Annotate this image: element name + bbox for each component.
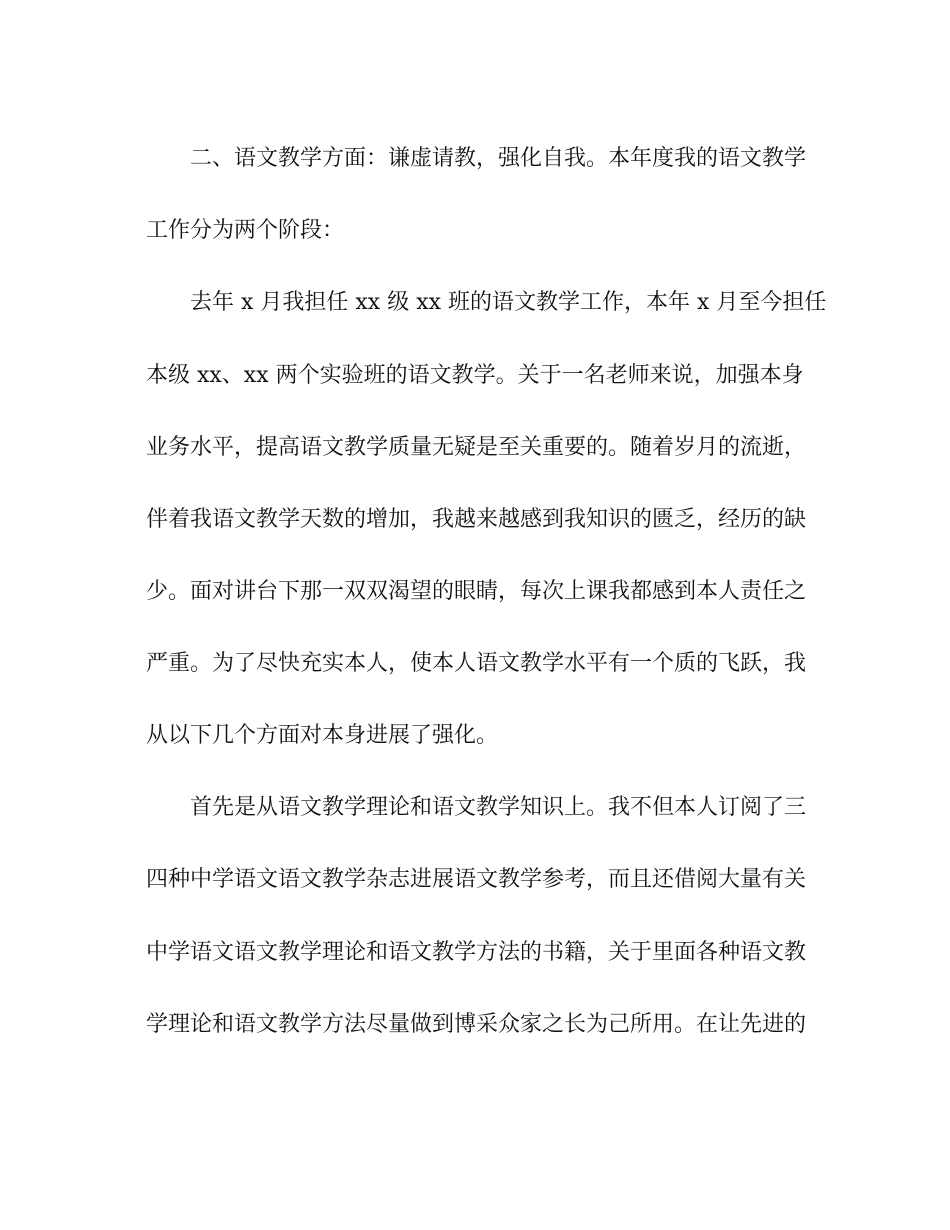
text-line: 中学语文语文教学理论和语文教学方法的书籍，关于里面各种语文教 (146, 940, 807, 965)
text-line: 本级 xx、xx 两个实验班的语文教学。关于一名老师来说，加强本身 (146, 363, 804, 388)
text-line: 严重。为了尽快充实本人，使本人语文教学水平有一个质的飞跃，我 (146, 651, 807, 676)
text-line: 首先是从语文教学理论和语文教学知识上。我不但本人订阅了三 (190, 795, 807, 820)
text-line: 学理论和语文教学方法尽量做到博采众家之长为己所用。在让先进的 (146, 1012, 807, 1037)
text-line: 二、语文教学方面：谦虚请教，强化自我。本年度我的语文教学 (190, 146, 807, 171)
text-line: 去年 x 月我担任 xx 级 xx 班的语文教学工作，本年 x 月至今担任 (190, 290, 827, 315)
text-line: 工作分为两个阶段： (146, 218, 345, 243)
text-line: 从以下几个方面对本身进展了强化。 (146, 723, 499, 748)
text-line: 伴着我语文教学天数的增加，我越来越感到我知识的匮乏，经历的缺 (146, 507, 807, 532)
text-line: 少。面对讲台下那一双双渴望的眼睛，每次上课我都感到本人责任之 (146, 579, 807, 604)
text-line: 业务水平，提高语文教学质量无疑是至关重要的。随着岁月的流逝， (146, 435, 807, 460)
text-line: 四种中学语文语文教学杂志进展语文教学参考，而且还借阅大量有关 (146, 867, 807, 892)
